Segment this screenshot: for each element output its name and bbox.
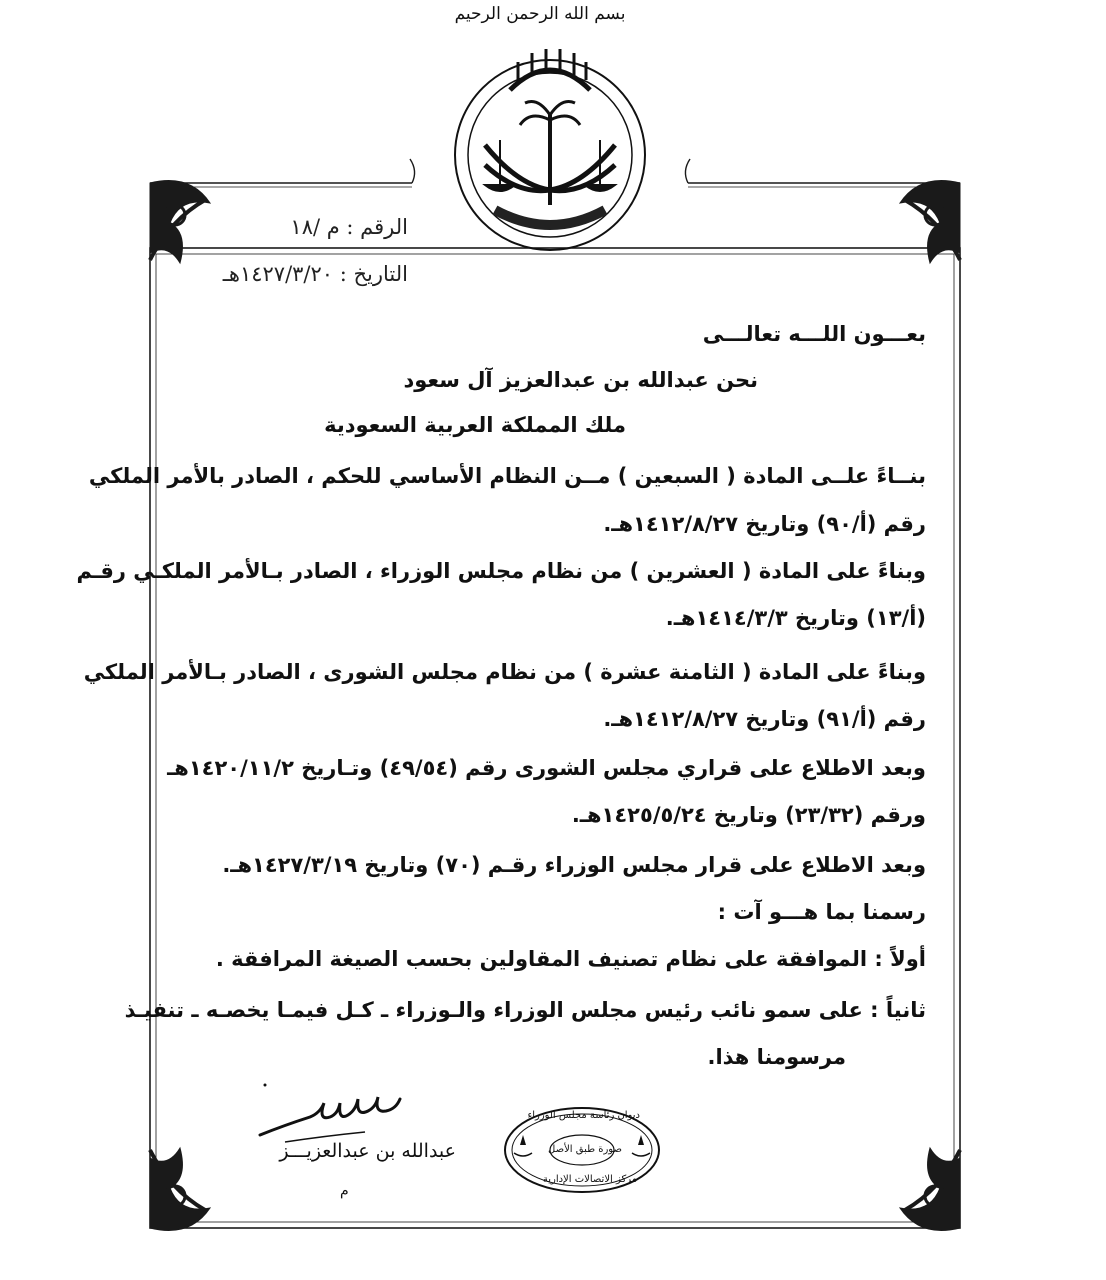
paragraph-line: رقم (أ/٩١) وتاريخ ١٤١٢/٨/٢٧هـ. xyxy=(603,707,926,731)
saudi-emblem-icon xyxy=(440,35,660,255)
clause-second: ثانياً : على سمو نائب رئيس مجلس الوزراء والـوزراء ـ كـل فيمـا يخصـه ـ تنفيـذ xyxy=(124,998,926,1022)
stamp-top-arc: ديوان رئاسة مجلس الوزراء xyxy=(527,1110,640,1121)
paragraph-line: وبناءً على المادة ( الثامنة عشرة ) من نظام مجلس الشورى ، الصادر بـالأمر الملكي xyxy=(83,660,926,684)
basmala: بسم الله الرحمن الرحيم xyxy=(454,4,626,24)
reference-number: الرقم : م /١٨ xyxy=(290,215,408,239)
signatory-name: عبدالله بن عبدالعزيـــز xyxy=(279,1140,456,1162)
paragraph-line: بنــاءً علــى المادة ( السبعين ) مــن النظام الأساسي للحكم ، الصادر بالأمر الملكي xyxy=(88,464,926,488)
corner-ornament-top-left xyxy=(150,181,210,264)
reference-date: التاريخ : ١٤٢٧/٣/٢٠هـ xyxy=(222,262,408,286)
stamp-bottom-arc: مركز الاتصالات الإدارية xyxy=(542,1174,638,1185)
invocation-line: بعـــون اللـــه تعالـــى xyxy=(702,322,926,346)
paragraph-line: وبناءً على المادة ( العشرين ) من نظام مجلس الوزراء ، الصادر بـالأمر الملكـي رقـم xyxy=(76,559,926,583)
clause-first: أولاً : الموافقة على نظام تصنيف المقاولين بحسب الصيغة المرافقة . xyxy=(215,947,926,971)
paragraph-line: ورقم (٢٣/٣٢) وتاريخ ١٤٢٥/٥/٢٤هـ. xyxy=(571,803,926,827)
title-line: ملك المملكة العربية السعودية xyxy=(324,413,626,437)
paragraph-line: وبعد الاطلاع على قرار مجلس الوزراء رقـم (٧٠) وتاريخ ١٤٢٧/٣/١٩هـ. xyxy=(222,853,926,877)
corner-ornament-top-right xyxy=(900,181,960,264)
corner-ornament-bottom-left xyxy=(150,1148,210,1231)
paragraph-line: رقم (أ/٩٠) وتاريخ ١٤١٢/٨/٢٧هـ. xyxy=(603,512,926,536)
paragraph-line: وبعد الاطلاع على قراري مجلس الشورى رقم (٤٩/٥٤) وتـاريخ ١٤٢٠/١١/٢هـ xyxy=(167,756,926,780)
closing-line: مرسومنا هذا. xyxy=(707,1045,846,1069)
signature-mark: م xyxy=(340,1183,349,1199)
corner-ornament-bottom-right xyxy=(900,1148,960,1231)
stamp-center: صورة طبق الأصل xyxy=(548,1144,622,1155)
king-line: نحن عبدالله بن عبدالعزيز آل سعود xyxy=(403,368,758,392)
decree-intro-line: رسمنا بما هـــو آت : xyxy=(717,900,926,924)
paragraph-line: (أ/١٣) وتاريخ ١٤١٤/٣/٣هـ. xyxy=(665,606,926,630)
